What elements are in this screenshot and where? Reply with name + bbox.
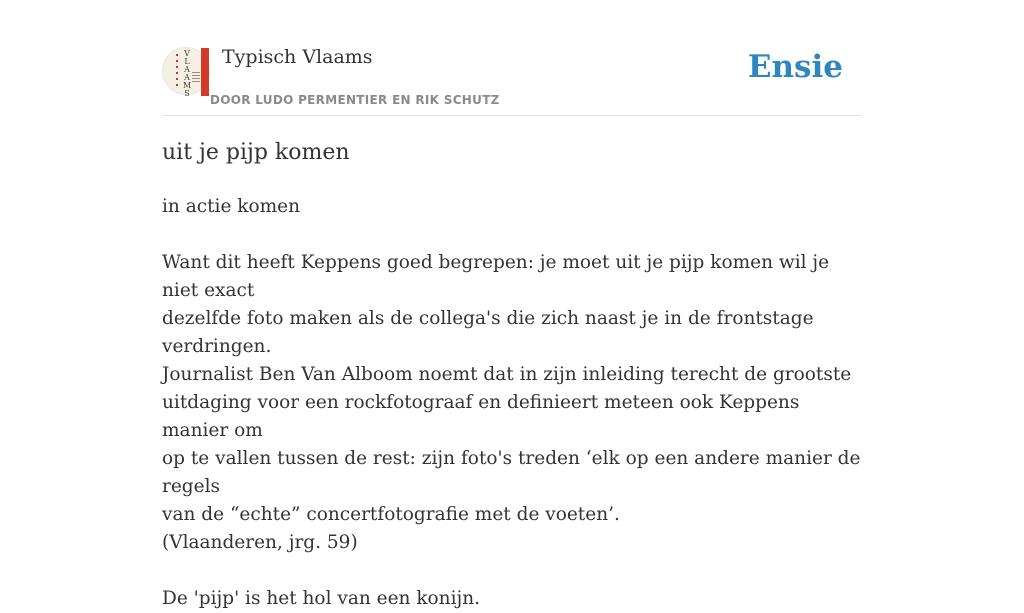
logo-stripe bbox=[201, 48, 209, 96]
logo-letter: A bbox=[184, 65, 190, 74]
site-title[interactable]: Typisch Vlaams bbox=[222, 46, 373, 68]
note: De 'pijp' is het hol van een konijn. bbox=[162, 588, 481, 609]
example-line: dezelfde foto maken als de collega's die zich naast je in de frontstage verdringen. bbox=[162, 308, 814, 357]
example-line: Journalist Ben Van Alboom noemt dat in zijn inleiding terecht de grootste bbox=[162, 364, 852, 385]
brand-logo[interactable]: Ensie bbox=[747, 49, 843, 85]
page-container bbox=[162, 0, 862, 609]
logo-text bbox=[183, 50, 191, 98]
spacer bbox=[162, 221, 862, 249]
byline: DOOR LUDO PERMENTIER EN RIK SCHUTZ bbox=[210, 93, 500, 107]
logo-letter: L bbox=[184, 57, 190, 66]
header bbox=[162, 0, 862, 116]
example-line: op te vallen tussen de rest: zijn foto's treden ‘elk op een andere manier de regels bbox=[162, 448, 861, 497]
example-line: van de “echte” concertfotografie met de voeten’. bbox=[162, 504, 620, 525]
term-title: uit je pijp komen bbox=[162, 140, 350, 165]
logo-letter: V bbox=[184, 49, 190, 58]
logo-letter: S bbox=[184, 89, 190, 98]
book-logo[interactable] bbox=[162, 47, 210, 98]
logo-lines bbox=[192, 72, 200, 82]
spacer bbox=[162, 557, 862, 585]
logo-letters bbox=[183, 50, 191, 98]
logo-letter: M bbox=[183, 81, 192, 90]
example-line: Want dit heeft Keppens goed begrepen: je moet uit je pijp komen wil je niet exact bbox=[162, 252, 830, 301]
logo-dots bbox=[176, 54, 178, 90]
example-line: uitdaging voor een rockfotograaf en definieert meteen ook Keppens manier om bbox=[162, 392, 800, 441]
definition: in actie komen bbox=[162, 196, 301, 217]
entry-body bbox=[162, 193, 862, 613]
source-citation: (Vlaanderen, jrg. 59) bbox=[162, 532, 358, 553]
logo-letter: A bbox=[184, 73, 190, 82]
